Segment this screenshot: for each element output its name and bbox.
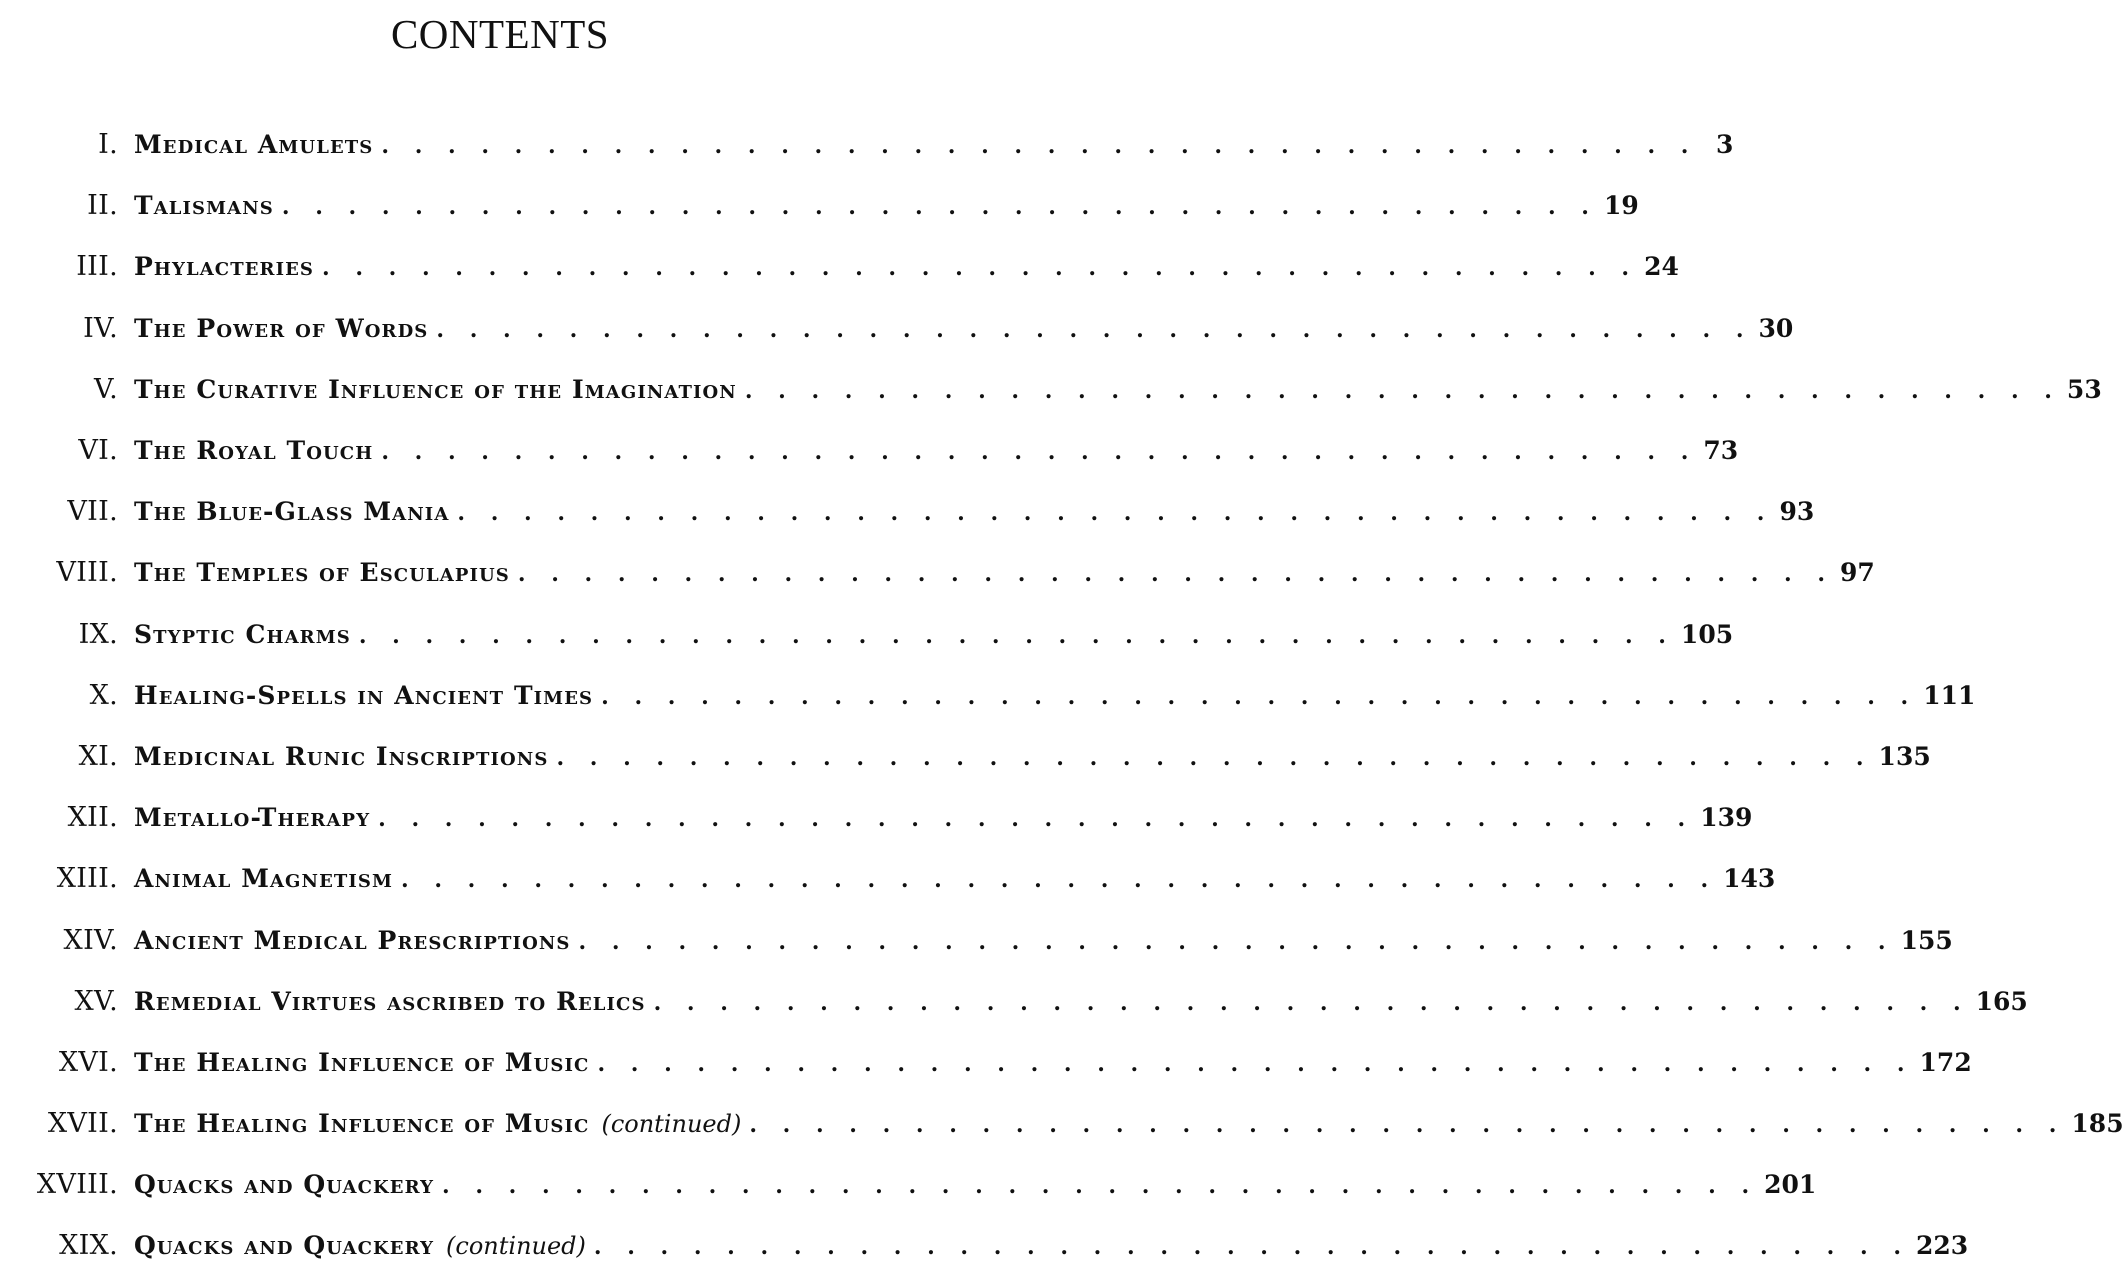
- chapter-numeral: XV.: [74, 985, 118, 1017]
- chapter-title[interactable]: The Temples of Esculapius: [134, 558, 510, 588]
- page-title: CONTENTS: [390, 11, 610, 57]
- chapter-title-group: [134, 252, 1679, 282]
- page-number: 135: [1878, 741, 1931, 771]
- chapter-title[interactable]: Animal Magnetism: [134, 864, 394, 894]
- chapter-title[interactable]: The Healing Influence of Music: [134, 1109, 590, 1139]
- chapter-title[interactable]: The Curative Influence of the Imagination: [134, 374, 737, 404]
- chapter-numeral: IV.: [83, 312, 118, 344]
- page-number: 19: [1603, 191, 1639, 221]
- chapter-title-group: [134, 986, 2028, 1016]
- dot-leader: . . . . . . . . . . . . . . . . . . . . . . . . . . . . . . . . . . . . . . . .: [517, 561, 1834, 588]
- chapter-title-suffix: (continued): [446, 1232, 586, 1261]
- chapter-numeral: XVI.: [58, 1046, 118, 1078]
- dot-leader: . . . . . . . . . . . . . . . . . . . . . . . . . . . . . . . . . . . . . . . .: [442, 1173, 1759, 1200]
- chapter-title-suffix: (continued): [601, 1110, 742, 1139]
- toc-entry[interactable]: [0, 236, 1679, 297]
- dot-leader: . . . . . . . . . . . . . . . . . . . . . . . . . . . . . . . . . . . . . . . .: [578, 928, 1895, 955]
- chapter-title-group: [134, 497, 1815, 527]
- chapter-title[interactable]: Quacks and Quackery: [134, 1231, 435, 1261]
- dot-leader: . . . . . . . . . . . . . . . . . . . . . . . . . . . . . . . . . . . . . . . .: [401, 867, 1718, 894]
- chapter-title[interactable]: Styptic Charms: [134, 619, 351, 649]
- chapter-title-group: [134, 313, 1794, 343]
- page-number: 30: [1758, 313, 1794, 343]
- page-number: 223: [1915, 1231, 1969, 1261]
- dot-leader: . . . . . . . . . . . . . . . . . . . . . . . . . . . . . . . . . . . . . . . .: [556, 744, 1873, 771]
- toc-entry[interactable]: [0, 909, 1953, 970]
- page-number: 143: [1723, 864, 1776, 894]
- toc-entry[interactable]: [0, 848, 1776, 909]
- dot-leader: . . . . . . . . . . . . . . . . . . . . . . . . . . . . . . . . . . . . . . . .: [749, 1112, 2066, 1139]
- chapter-title[interactable]: Metallo-Therapy: [134, 803, 371, 833]
- toc-entry[interactable]: [0, 420, 1739, 481]
- chapter-title[interactable]: Quacks and Quackery: [134, 1170, 435, 1200]
- chapter-numeral: V.: [94, 373, 118, 405]
- dot-leader: . . . . . . . . . . . . . . . . . . . . . . . . . . . . . . . . . . . . . . . .: [653, 989, 1970, 1016]
- chapter-title[interactable]: The Royal Touch: [134, 436, 374, 466]
- dot-leader: . . . . . . . . . . . . . . . . . . . . . . . . . . . . . . . . . . . . . . . .: [322, 255, 1639, 282]
- chapter-numeral: II.: [87, 190, 118, 222]
- chapter-numeral: XVII.: [47, 1108, 118, 1140]
- toc-entry[interactable]: [0, 604, 1734, 665]
- page-number: 111: [1923, 680, 1976, 710]
- page-number: 139: [1700, 803, 1753, 833]
- chapter-numeral: VI.: [78, 435, 118, 467]
- chapter-title[interactable]: Healing-Spells in Ancient Times: [134, 680, 594, 710]
- page-number: 53: [2066, 374, 2102, 404]
- chapter-title-group: [134, 374, 2102, 404]
- chapter-title[interactable]: Ancient Medical Prescriptions: [134, 925, 571, 955]
- toc-entry[interactable]: [0, 1032, 1972, 1093]
- chapter-title-group: [134, 864, 1776, 894]
- chapter-title-group: [134, 803, 1753, 833]
- chapter-title-group: [134, 558, 1875, 588]
- chapter-numeral: I.: [98, 129, 118, 161]
- page-number: 93: [1779, 497, 1815, 527]
- chapter-numeral: XI.: [78, 740, 118, 772]
- chapter-numeral: XIII.: [56, 863, 118, 895]
- chapter-numeral: XIV.: [63, 924, 118, 956]
- toc-entry[interactable]: [0, 359, 2102, 420]
- toc-entry[interactable]: [0, 481, 1815, 542]
- page-number: 3: [1716, 130, 1734, 160]
- chapter-title[interactable]: Phylacteries: [134, 252, 315, 282]
- dot-leader: . . . . . . . . . . . . . . . . . . . . . . . . . . . . . . . . . . . . . . . .: [358, 622, 1675, 649]
- chapter-title[interactable]: Talismans: [134, 191, 274, 221]
- toc-entry[interactable]: [0, 971, 2028, 1032]
- chapter-title-group: [134, 1047, 1972, 1077]
- page-number: 105: [1680, 619, 1734, 649]
- dot-leader: . . . . . . . . . . . . . . . . . . . . . . . . . . . . . . . . . . . . . . . .: [381, 439, 1698, 466]
- toc-entry[interactable]: [0, 298, 1794, 359]
- toc-entry[interactable]: [0, 114, 1734, 175]
- dot-leader: . . . . . . . . . . . . . . . . . . . . . . . . . . . . . . . . . . . . . . . .: [457, 500, 1774, 527]
- chapter-title[interactable]: Medicinal Runic Inscriptions: [134, 741, 549, 771]
- toc-entry[interactable]: [0, 787, 1753, 848]
- toc-entry[interactable]: [0, 665, 1976, 726]
- page-number: 73: [1703, 436, 1739, 466]
- chapter-title-group: [134, 130, 1734, 160]
- toc-entry[interactable]: [0, 175, 1639, 236]
- dot-leader: . . . . . . . . . . . . . . . . . . . . . . . . . . . . . . . . . . . . . . . .: [436, 316, 1753, 343]
- chapter-title-group: [134, 1170, 1817, 1200]
- dot-leader: . . . . . . . . . . . . . . . . . . . . . . . . . . . . . . . . . . . . . . . .: [378, 806, 1695, 833]
- chapter-title[interactable]: The Healing Influence of Music: [134, 1047, 590, 1077]
- page-number: 155: [1900, 925, 1953, 955]
- toc-entry[interactable]: [0, 726, 1931, 787]
- page-number: 201: [1764, 1170, 1817, 1200]
- chapter-numeral: X.: [89, 679, 118, 711]
- chapter-title-group: [134, 436, 1739, 466]
- chapter-title[interactable]: The Power of Words: [134, 313, 429, 343]
- chapter-numeral: IX.: [78, 618, 118, 650]
- toc-entry[interactable]: [0, 1154, 1817, 1215]
- page-number: 97: [1840, 558, 1875, 588]
- chapter-title-group: [134, 1231, 1969, 1261]
- chapter-numeral: XII.: [67, 802, 118, 834]
- page-number: 172: [1919, 1047, 1972, 1077]
- page-number: 185: [2071, 1109, 2124, 1139]
- chapter-numeral: XVIII.: [36, 1169, 118, 1201]
- dot-leader: . . . . . . . . . . . . . . . . . . . . . . . . . . . . . . . . . . . . . . . .: [281, 194, 1598, 221]
- chapter-title-group: [134, 925, 1953, 955]
- toc-entry[interactable]: [0, 542, 1875, 603]
- page-number: 24: [1644, 252, 1679, 282]
- chapter-numeral: XIX.: [59, 1230, 118, 1262]
- dot-leader: . . . . . . . . . . . . . . . . . . . . . . . . . . . . . . . . . . . . . . . .: [597, 1050, 1914, 1077]
- table-of-contents: [0, 114, 2124, 1277]
- chapter-numeral: III.: [76, 251, 118, 283]
- chapter-title-group: [134, 741, 1931, 771]
- chapter-title-group: [134, 1109, 2124, 1139]
- dot-leader: . . . . . . . . . . . . . . . . . . . . . . . . . . . . . . . . . . . . . . . .: [381, 133, 1698, 160]
- chapter-title[interactable]: Remedial Virtues ascribed to Relics: [134, 986, 646, 1016]
- chapter-title-group: [134, 191, 1639, 221]
- dot-leader: . . . . . . . . . . . . . . . . . . . . . . . . . . . . . . . . . . . . . . . .: [744, 377, 2061, 404]
- page-number: 165: [1975, 986, 2028, 1016]
- chapter-title-group: [134, 619, 1734, 649]
- dot-leader: . . . . . . . . . . . . . . . . . . . . . . . . . . . . . . . . . . . . . . . .: [593, 1234, 1910, 1261]
- chapter-title[interactable]: The Blue-Glass Mania: [134, 497, 450, 527]
- toc-entry[interactable]: [0, 1093, 2124, 1154]
- chapter-title-group: [134, 680, 1976, 710]
- toc-entry[interactable]: [0, 1215, 1969, 1276]
- chapter-numeral: VII.: [67, 496, 118, 528]
- chapter-numeral: VIII.: [56, 557, 118, 589]
- chapter-title[interactable]: Medical Amulets: [134, 130, 374, 160]
- dot-leader: . . . . . . . . . . . . . . . . . . . . . . . . . . . . . . . . . . . . . . . .: [601, 683, 1918, 710]
